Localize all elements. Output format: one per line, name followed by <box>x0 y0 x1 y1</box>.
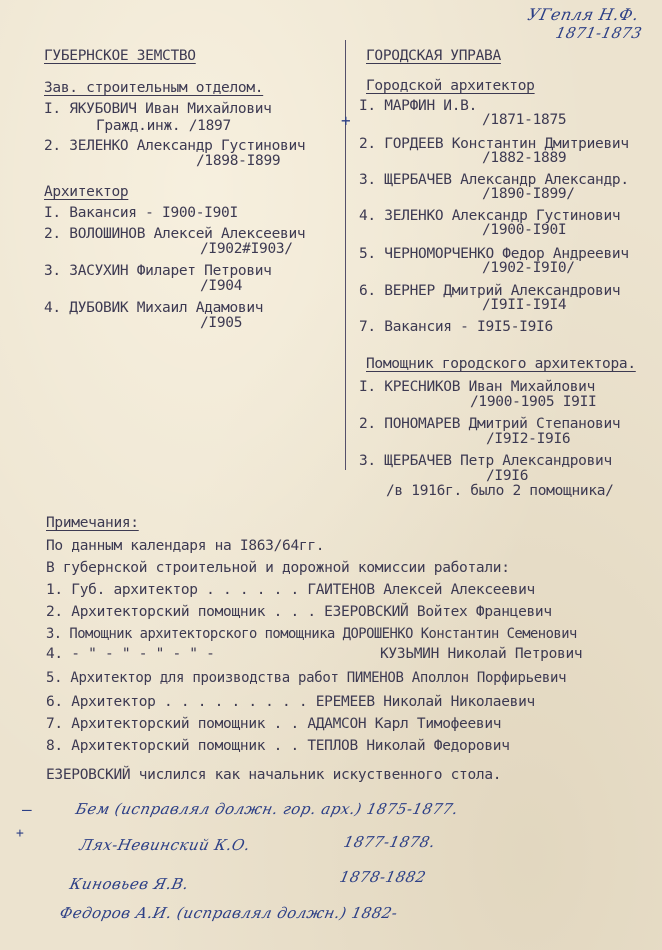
notes-line2: В губернской строительной и дорожной комиссии работали: <box>46 560 510 576</box>
right-arch4-years: /1900-I90I <box>482 222 567 238</box>
handwritten-line3-years: 1878-1882 <box>338 868 428 886</box>
left-s2-item4-years: /I905 <box>200 315 243 331</box>
column-divider <box>345 40 346 470</box>
notes-line1: По данным календаря на I863/64гг. <box>46 538 325 554</box>
handwritten-line1: Бем (исправлял должн. гор. арх.) 1875-1877. <box>74 800 461 818</box>
left-s2-item4-name: 4. ДУБОВИК Михаил Адамович <box>44 300 264 316</box>
right-assist1-years: /1900-1905 I9II <box>470 394 597 410</box>
right-arch5-name: 5. ЧЕРНОМОРЧЕНКО Федор Андреевич <box>359 246 629 262</box>
left-s1-item1-detail: Гражд.инж. /1897 <box>96 118 231 134</box>
notes-item1: 1. Губ. архитектор . . . . . . ГАИТЕНОВ Алексей Алексеевич <box>46 582 535 598</box>
left-s1-item2-name: 2. ЗЕЛЕНКО Александр Густинович <box>44 138 306 154</box>
right-arch5-years: /1902-I9I0/ <box>482 260 575 276</box>
left-s2-item3-years: /I904 <box>200 278 243 294</box>
right-arch2-name: 2. ГОРДЕЕВ Константин Дмитриевич <box>359 136 629 152</box>
left-section2-title: Архитектор <box>44 184 129 200</box>
right-arch1-years: /1871-1875 <box>482 112 567 128</box>
handwritten-line4: Федоров А.И. (исправлял должн.) 1882- <box>58 904 400 922</box>
right-arch2-years: /1882-1889 <box>482 150 567 166</box>
left-section1-title: Зав. строительным отделом. <box>44 80 264 96</box>
right-arch7: 7. Вакансия - I9I5-I9I6 <box>359 319 553 335</box>
right-arch3-years: /1890-I899/ <box>482 186 575 202</box>
right-arch1-name: I. МАРФИН И.В. <box>359 98 478 114</box>
notes-item6: 6. Архитектор . . . . . . . . . ЕРЕМЕЕВ Николай Николаевич <box>46 694 535 710</box>
right-section1-title: Городской архитектор <box>366 78 535 94</box>
left-s2-item3-name: 3. ЗАСУХИН Филарет Петрович <box>44 263 272 279</box>
notes-item3: 3. Помощник архитекторского помощника ДОРОШЕНКО Константин Семенович <box>46 626 577 642</box>
right-assist1-name: I. КРЕСНИКОВ Иван Михайлович <box>359 379 596 395</box>
notes-item5: 5. Архитектор для производства работ ПИМЕНОВ Аполлон Порфирьевич <box>46 670 567 686</box>
handwritten-line2-years: 1877-1878. <box>342 833 438 851</box>
left-s2-item2-years: /I902#I903/ <box>200 241 293 257</box>
plus-mark: + <box>16 826 24 841</box>
notes-item4-ditto: 4. - " - " - " - " - <box>46 646 215 662</box>
cross-mark: + <box>341 111 351 130</box>
right-arch4-name: 4. ЗЕЛЕНКО Александр Густинович <box>359 208 621 224</box>
corner-note-years: 1871-1873 <box>554 24 644 42</box>
left-s1-item2-years: /1898-I899 <box>196 153 281 169</box>
dash-mark: — <box>22 800 32 819</box>
handwritten-line2-name: Лях-Невинский К.О. <box>78 836 253 854</box>
right-section2-title: Помощник городского архитектора. <box>366 356 636 372</box>
right-arch3-name: 3. ЩЕРБАЧЕВ Александр Александр. <box>359 172 629 188</box>
corner-note-name: УГепля Н.Ф. <box>525 5 641 24</box>
notes-item8: 8. Архитекторский помощник . . ТЕПЛОВ Николай Федорович <box>46 738 510 754</box>
right-assist-note: /в 1916г. было 2 помощника/ <box>386 483 614 499</box>
handwritten-line3-name: Киновьев Я.В. <box>68 875 191 893</box>
left-s2-item2-name: 2. ВОЛОШИНОВ Алексей Алексеевич <box>44 226 306 242</box>
right-arch6-name: 6. ВЕРНЕР Дмитрий Александрович <box>359 283 621 299</box>
notes-footer: ЕЗЕРОВСКИЙ числился как начальник искуственного стола. <box>46 767 502 783</box>
right-assist2-years: /I9I2-I9I6 <box>486 431 571 447</box>
right-assist2-name: 2. ПОНОМАРЕВ Дмитрий Степанович <box>359 416 621 432</box>
left-heading: ГУБЕРНСКОЕ ЗЕМСТВО <box>44 48 196 64</box>
right-heading: ГОРОДСКАЯ УПРАВА <box>366 48 501 64</box>
right-arch6-years: /I9II-I9I4 <box>482 297 567 313</box>
left-s1-item1-name: I. ЯКУБОВИЧ Иван Михайлович <box>44 101 272 117</box>
notes-title: Примечания: <box>46 515 139 531</box>
notes-item4-name: КУЗЬМИН Николай Петрович <box>380 646 583 662</box>
notes-item7: 7. Архитекторский помощник . . АДАМСОН Карл Тимофеевич <box>46 716 502 732</box>
right-assist3-name: 3. ЩЕРБАЧЕВ Петр Александрович <box>359 453 612 469</box>
notes-item2: 2. Архитекторский помощник . . . ЕЗЕРОВСКИЙ Войтех Францевич <box>46 604 552 620</box>
right-assist3-years: /I9I6 <box>486 468 529 484</box>
left-s2-item1: I. Вакансия - I900-I90I <box>44 205 238 221</box>
